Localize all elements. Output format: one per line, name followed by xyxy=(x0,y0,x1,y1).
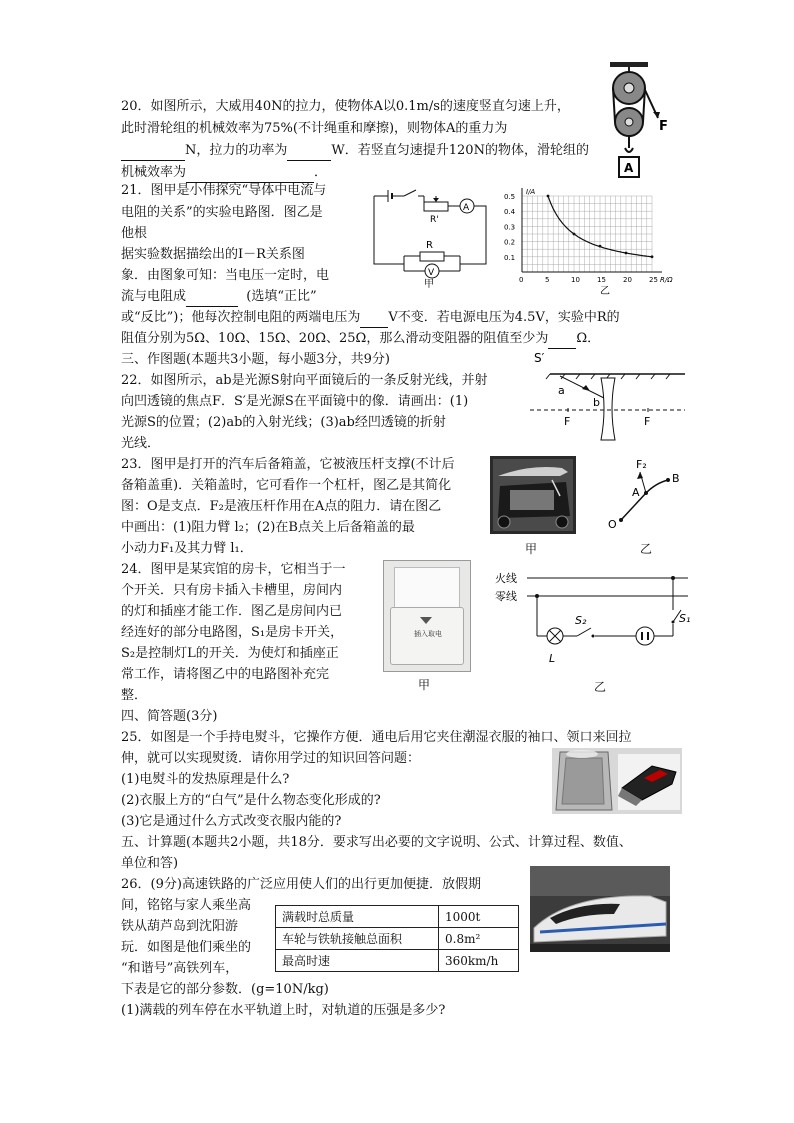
q23-caption-yi: 乙 xyxy=(640,542,653,556)
q23-line-4: 中画出：(1)阻力臂 l₂；(2)在B点关上后备箱盖的最 xyxy=(121,520,415,535)
q26-line-7: (1)满载的列车停在水平轨道上时，对轨道的压强是多少? xyxy=(121,1003,446,1018)
q26-line-5: “和谐号”高铁列车， xyxy=(121,961,239,976)
q24-line-6: 常工作，请将图乙中的电路图补充完 xyxy=(121,667,330,682)
force-label: F xyxy=(659,119,668,134)
q24-line-2: 个开关．只有房卡插入卡槽里，房间内 xyxy=(121,583,343,598)
q21-line-7: 或“反比”)；他每次控制电阻的两端电压为 V不变．若电源电压为4.5V，实验中R的 xyxy=(121,308,620,328)
section-5-line-2: 单位和答) xyxy=(121,856,179,871)
svg-text:b: b xyxy=(593,396,600,409)
svg-text:L: L xyxy=(549,652,556,665)
svg-text:F₂: F₂ xyxy=(636,458,647,471)
svg-text:O: O xyxy=(608,518,617,531)
object-label: A xyxy=(624,161,634,175)
x-tick-label: 10 xyxy=(571,276,580,284)
q24-line-7: 整． xyxy=(121,688,148,703)
q25-line-4: (2)衣服上方的“白气”是什么物态变化形成的? xyxy=(121,793,381,808)
y-tick-label: 0.5 xyxy=(504,193,516,201)
svg-text:R': R' xyxy=(430,215,439,225)
q23-line-5: 小动力F₁及其力臂 l₁． xyxy=(121,541,253,556)
svg-text:S₁: S₁ xyxy=(679,612,691,625)
x-axis-label: R/Ω xyxy=(660,276,673,284)
table-row xyxy=(276,950,519,972)
q26-line-3: 铁从葫芦岛到沈阳游 xyxy=(121,919,239,934)
mirror-lens-figure xyxy=(520,348,690,448)
data-point xyxy=(625,252,628,255)
q22-line-1: 22．如图所示，ab是光源S射向平面镜后的一条反射光线，并射 xyxy=(121,373,488,388)
q25-line-2: 伸，就可以实现熨烫．请你用学过的知识回答问题： xyxy=(121,751,421,766)
svg-text:F: F xyxy=(564,415,571,428)
q22-line-2: 向凹透镜的焦点F．S′是光源S在平面镜中的像．请画出：(1) xyxy=(121,394,469,409)
graph-caption: 乙 xyxy=(600,286,610,297)
param-label: 最高时速 xyxy=(276,950,439,972)
q23-line-3: 图：O是支点．F₂是液压杆作用在A点的阻力．请在图乙 xyxy=(121,499,442,514)
resistor xyxy=(420,252,444,261)
q21-line-6: 流与电阻成 (选填“正比” xyxy=(121,287,317,307)
q20-line-4: 机械效率为 ． xyxy=(121,163,327,183)
q24-caption-jia: 甲 xyxy=(418,678,431,692)
svg-text:a: a xyxy=(558,384,565,397)
data-point xyxy=(651,255,654,258)
data-point xyxy=(573,233,576,236)
q21-line-2: 电阻的关系”的实验电路图．图乙是 xyxy=(121,205,323,220)
room-card-photo xyxy=(383,560,471,672)
svg-text:S′: S′ xyxy=(534,351,545,365)
param-label: 车轮与铁轨接触总面积 xyxy=(276,928,439,950)
q25-line-3: (1)电熨斗的发热原理是什么? xyxy=(121,772,290,787)
svg-text:F: F xyxy=(644,415,651,428)
train-photo xyxy=(530,866,670,952)
y-tick-label: 0.4 xyxy=(504,208,516,217)
q22-line-4: 光线． xyxy=(121,436,161,451)
q21-line-5: 象．由图象可知：当电压一定时，电 xyxy=(121,268,330,283)
steam-iron-photo xyxy=(552,748,682,814)
q25-line-5: (3)它是通过什么方式改变衣服内能的? xyxy=(121,814,342,829)
data-point xyxy=(547,195,550,198)
answer-blank[interactable] xyxy=(287,141,331,161)
param-value: 0.8m² xyxy=(439,928,519,950)
concave-lens xyxy=(601,378,615,440)
y-tick-label: 0.2 xyxy=(504,238,516,247)
x-tick-label: 0 xyxy=(519,276,524,284)
q20-line-2: 此时滑轮组的机械效率为75%(不计绳重和摩擦)，则物体A的重力为 xyxy=(121,121,508,136)
q22-line-3: 光源S的位置；(2)ab的入射光线；(3)ab经凹透镜的折射 xyxy=(121,415,446,430)
q23-line-1: 23．图甲是打开的汽车后备箱盖，它被液压杆支撑(不计后 xyxy=(121,457,455,472)
x-tick-label: 25 xyxy=(649,276,658,284)
x-tick-label: 5 xyxy=(545,276,550,284)
param-label: 满载时总质量 xyxy=(276,906,439,928)
answer-blank[interactable] xyxy=(186,163,314,183)
section-5-line-1: 五、计算题(本题共2小题，共18分．要求写出必要的文字说明、公式、计算过程、数值、 xyxy=(121,835,632,850)
data-point xyxy=(599,245,602,248)
q24-line-4: 经连好的部分电路图，S₁是房卡开关， xyxy=(121,625,344,640)
q23-line-2: 备箱盖重)．关箱盖时，它可看作一个杠杆，图乙是其简化 xyxy=(121,478,452,493)
answer-blank[interactable] xyxy=(121,141,185,161)
q26-line-1: 26．(9分)高速铁路的广泛应用使人们的出行更加便捷．放假期 xyxy=(121,877,481,892)
rheostat xyxy=(424,202,448,211)
svg-text:R: R xyxy=(426,240,433,251)
q20-line-3: N，拉力的功率为 W．若竖直匀速提升120N的物体，滑轮组的 xyxy=(121,141,589,161)
section-4-heading: 四、简答题(3分) xyxy=(121,709,218,724)
switch-s2 xyxy=(577,628,591,636)
y-tick-label: 0.1 xyxy=(504,253,516,262)
household-circuit xyxy=(493,566,693,676)
q24-caption-yi: 乙 xyxy=(594,680,607,694)
y-axis-label: I/A xyxy=(526,188,536,196)
q21-line-8: 阻值分别为5Ω、10Ω、15Ω、20Ω、25Ω，那么滑动变阻器的阻值至少为 Ω． xyxy=(121,329,600,349)
q21-line-3: 他根 xyxy=(121,226,148,241)
section-3-heading: 三、作图题(本题共3小题，每小题3分，共9分) xyxy=(121,352,390,367)
socket xyxy=(636,627,654,645)
param-value: 1000t xyxy=(439,906,519,928)
svg-text:火线: 火线 xyxy=(495,572,517,585)
x-tick-label: 15 xyxy=(597,276,606,284)
answer-blank[interactable] xyxy=(360,308,388,328)
pulley-figure xyxy=(600,60,670,185)
q26-line-4: 玩．如图是他们乘坐的 xyxy=(121,940,252,955)
q24-line-5: S₂是控制灯L的开关．为使灯和插座正 xyxy=(121,646,339,661)
q21-line-1: 21．图甲是小伟探究“导体中电流与 xyxy=(121,183,327,198)
q20-line-1: 20．如图所示，大威用40N的拉力，使物体A以0.1m/s的速度竖直匀速上升， xyxy=(121,99,570,114)
q23-caption-jia: 甲 xyxy=(525,542,538,556)
svg-text:A: A xyxy=(463,203,470,213)
q26-line-2: 间，铭铭与家人乘坐高 xyxy=(121,898,252,913)
svg-text:甲: 甲 xyxy=(424,279,434,290)
answer-blank[interactable] xyxy=(548,329,576,349)
param-value: 360km/h xyxy=(439,950,519,972)
q24-line-1: 24．图甲是某宾馆的房卡，它相当于一 xyxy=(121,562,346,577)
card-slot-text: 插入取电 xyxy=(414,630,442,638)
x-tick-label: 20 xyxy=(623,276,632,284)
svg-text:A: A xyxy=(632,486,640,499)
table-row xyxy=(276,928,519,950)
svg-text:S₂: S₂ xyxy=(575,614,587,627)
q21-line-4: 据实验数据描绘出的I－R关系图 xyxy=(121,247,305,262)
circuit-diagram xyxy=(364,186,492,290)
q24-line-3: 的灯和插座才能工作．图乙是房间内已 xyxy=(121,604,343,619)
svg-text:V: V xyxy=(428,268,435,278)
svg-text:零线: 零线 xyxy=(495,590,517,603)
q26-line-6: 下表是它的部分参数．(g=10N/kg) xyxy=(121,982,329,997)
svg-text:B: B xyxy=(672,472,680,485)
train-parameter-table xyxy=(275,905,519,972)
q25-line-1: 25．如图是一个手持电熨斗，它操作方便．通电后用它夹住潮湿衣服的袖口、领口来回拉 xyxy=(121,730,632,745)
y-tick-label: 0.3 xyxy=(504,223,516,232)
table-row xyxy=(276,906,519,928)
lever-diagram xyxy=(606,458,686,538)
switch xyxy=(404,190,416,196)
i-r-graph xyxy=(500,188,673,297)
answer-blank[interactable] xyxy=(186,287,238,307)
car-trunk-photo xyxy=(490,456,576,534)
